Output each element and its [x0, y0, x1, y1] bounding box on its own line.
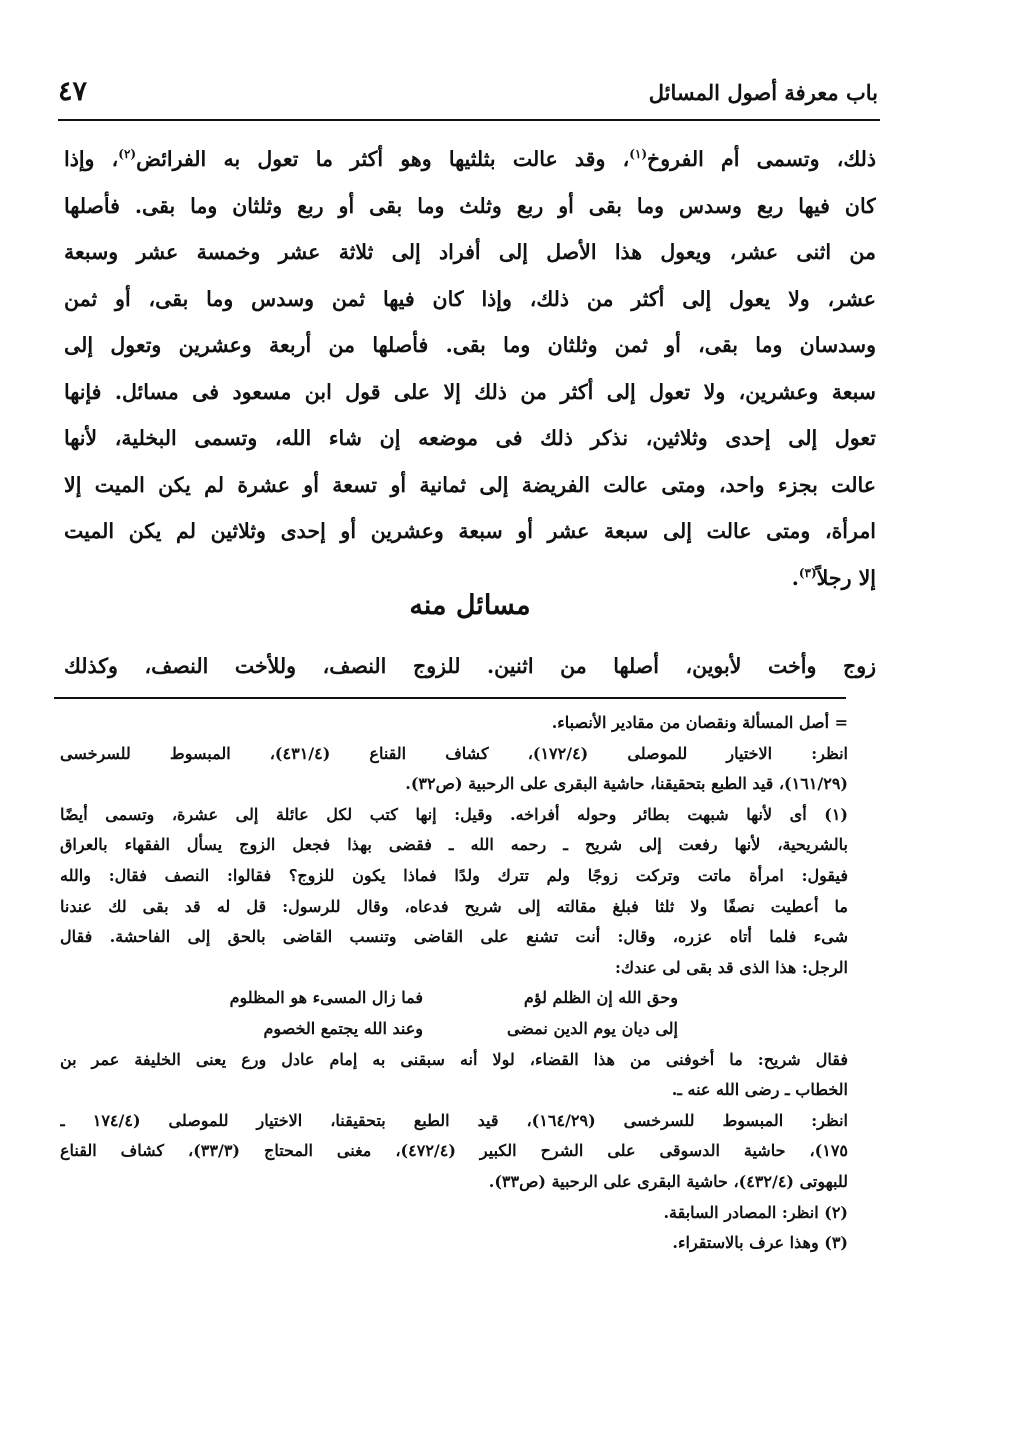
footnote-line: انظر: الاختيار للموصلى (١٧٢/٤)، كشاف القناع (٤٣١/٤)، المبسوط للسرخسى — [60, 743, 848, 763]
footnote-line: بالشريحية، لأنها رفعت إلى شريح ـ رحمه الله ـ فقضى بهذا فجعل الزوج يسأل الفقهاء بالعراق — [60, 835, 848, 855]
poem-verse — [60, 1014, 848, 1045]
poem-hemistich-first: وحق الله إن الظلم لؤم — [523, 988, 678, 1008]
footnote-line: انظر: المبسوط للسرخسى (١٦٤/٢٩)، قيد الطبع بتحقيقنا، الاختيار للموصلى (١٧٤/٤ ـ — [60, 1110, 848, 1130]
footnote-line: ما أعطيت نصفًا ولا ثلثا فبلغ مقالته إلى شريح فدعاه، وقال للرسول: قل له قد بقى لك عندنا — [60, 896, 848, 916]
text-line: كان فيها ربع وسدس وما بقى أو ربع وثلث وما بقى أو ربع وثلثان وما بقى. فأصلها — [64, 193, 876, 218]
text-segment: ، وقد عالت بثلثيها وهو أكثر ما تعول به الفرائض — [136, 147, 630, 171]
running-title: باب معرفة أصول المسائل — [648, 80, 878, 105]
text-line: سبعة وعشرين، ولا تعول إلى أكثر من ذلك إلا على قول ابن مسعود فى مسائل. فإنها — [64, 379, 876, 404]
header-rule — [58, 119, 880, 121]
footnote-line: ١٧٥)، حاشية الدسوقى على الشرح الكبير (٤٧٢/٤)، مغنى المحتاج (٣٣/٣)، كشاف القناع — [60, 1141, 848, 1161]
page-header — [58, 76, 878, 116]
poem-hemistich-second: وعند الله يجتمع الخصوم — [263, 1018, 423, 1038]
footnote-line: الخطاب ـ رضى الله عنه ـ. — [671, 1080, 848, 1100]
footnote-line: = أصل المسألة ونقصان من مقادير الأنصباء. — [551, 713, 848, 732]
main-text — [64, 136, 876, 601]
text-line — [64, 136, 876, 183]
footnote-line: (٢) انظر: المصادر السابقة. — [663, 1202, 848, 1222]
page-number: ٤٧ — [58, 76, 88, 107]
text-segment: ، وإذا — [64, 147, 119, 171]
footnote-line: فقال شريح: ما أخوفنى من هذا القضاء، لولا أنه سبقنى به إمام عادل ورع يعنى الخليفة عمر بن — [60, 1049, 848, 1069]
footnote-line: (١٦١/٢٩)، قيد الطبع بتحقيقنا، حاشية البقرى على الرحبية (ص٣٢). — [405, 774, 848, 794]
text-line: تعول إلى إحدى وثلاثين، نذكر ذلك فى موضعه إن شاء الله، وتسمى البخلية، لأنها — [64, 426, 876, 450]
footnote-ref-1: (١) — [629, 147, 648, 162]
footnote-line: للبهوتى (٤٣٢/٤)، حاشية البقرى على الرحبية (ص٣٣). — [488, 1171, 848, 1191]
footnote-separator — [54, 697, 846, 699]
footnote-line: (٣) وهذا عرف بالاستقراء. — [672, 1233, 848, 1253]
text-segment: إلا رجلاً — [816, 565, 876, 590]
section-heading: مسائل منه — [409, 590, 531, 621]
section-first-line: زوج وأخت لأبوين، أصلها من اثنين. للزوج النصف، وللأخت النصف، وكذلك — [64, 654, 876, 678]
poem-verse — [60, 983, 848, 1014]
footnote-ref-2: (٢) — [118, 147, 137, 162]
text-segment: . — [791, 565, 799, 590]
poem-hemistich-second: فما زال المسىء هو المظلوم — [229, 988, 423, 1008]
text-line: امرأة، ومتى عالت إلى سبعة عشر أو سبعة وعشرين أو إحدى وثلاثين لم يكن الميت — [64, 519, 876, 543]
poem-hemistich-first: إلى ديان يوم الدين نمضى — [506, 1018, 678, 1038]
footnote-line: الرجل: هذا الذى قد بقى لى عندك: — [614, 957, 848, 977]
footnote-ref-3: (٣) — [798, 565, 817, 580]
text-line: عشر، ولا يعول إلى أكثر من ذلك، وإذا كان فيها ثمن وسدس وما بقى، أو ثمن — [64, 286, 876, 311]
text-line: عالت بجزء واحد، ومتى عالت الفريضة إلى ثمانية أو تسعة أو عشرة لم يكن الميت إلا — [64, 472, 876, 497]
footnote-line: شىء فلما أتاه عزره، وقال: أنت تشنع على القاضى وتنسب القاضى بالحق إلى الفاحشة. فقال — [60, 927, 848, 947]
footnotes — [60, 708, 848, 1259]
footnote-line: (١) أى لأنها شبهت بطائر وحوله أفراخه. وقيل: إنها كتب لكل عائلة إلى عشرة، وتسمى أيضًا — [60, 804, 848, 824]
text-line: وسدسان وما بقى، أو ثمن وثلثان وما بقى. فأصلها من أربعة وعشرين وتعول إلى — [64, 333, 876, 357]
text-segment: ذلك، وتسمى أم الفروخ — [647, 147, 876, 171]
footnote-line: فيقول: امرأة ماتت وتركت زوجًا ولم تترك ولدًا فماذا يكون للزوج؟ فقالوا: النصف فقال: والله — [60, 865, 848, 885]
text-line: من اثنى عشر، ويعول هذا الأصل إلى أفراد إلى ثلاثة عشر وخمسة عشر وسبعة — [64, 240, 876, 264]
